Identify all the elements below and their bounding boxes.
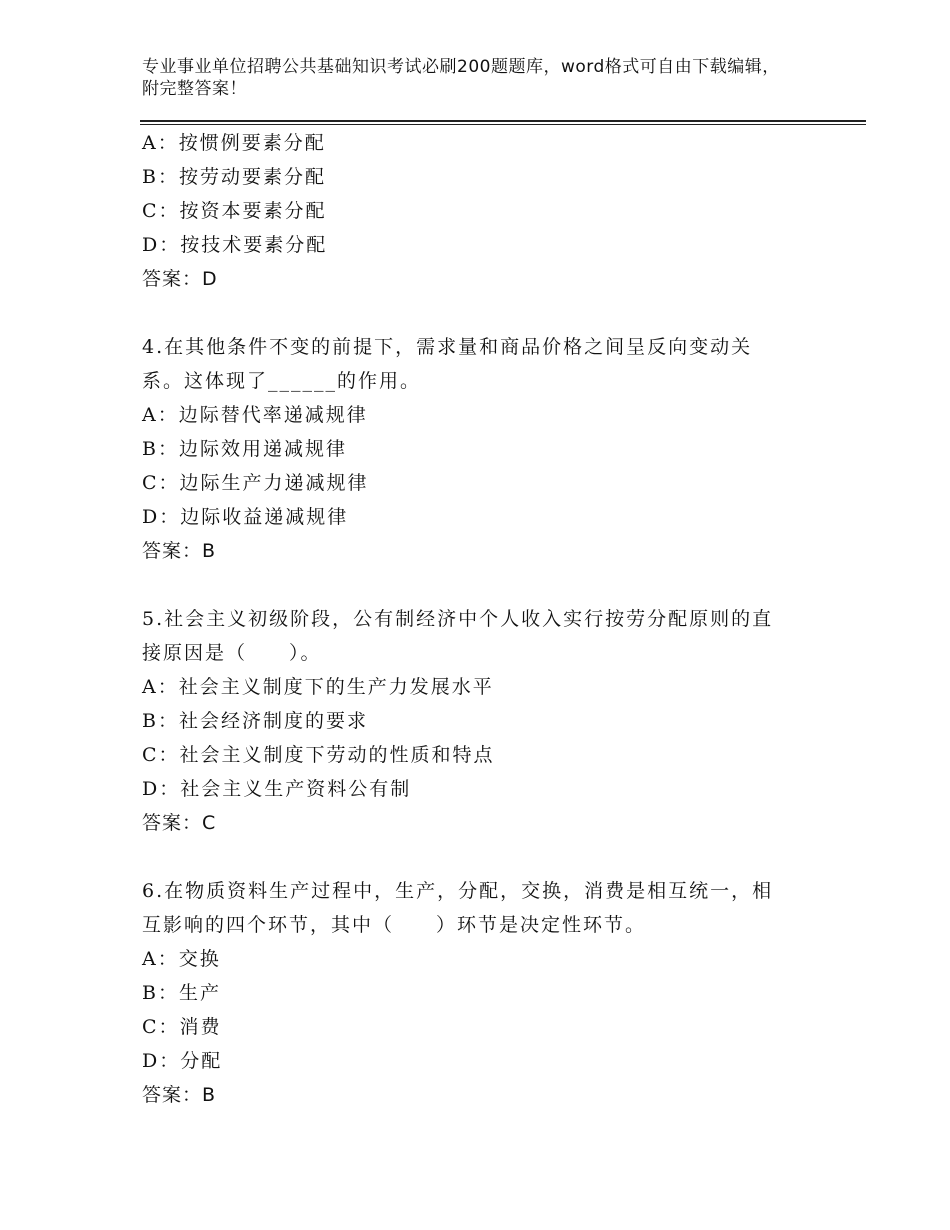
header-rule-thin [140, 124, 866, 125]
spacer [142, 296, 802, 330]
question-stem-continued: 互影响的四个环节，其中（ ）环节是决定性环节。 [142, 914, 647, 936]
question-stem: 4.在其他条件不变的前提下，需求量和商品价格之间呈反向变动关 [142, 336, 753, 358]
option-d: D：边际收益递减规律 [142, 506, 349, 528]
option-a: A：交换 [142, 948, 221, 970]
option-d: D：按技术要素分配 [142, 234, 328, 256]
question-block-5 [142, 602, 802, 840]
option-b: B：边际效用递减规律 [142, 438, 347, 460]
spacer [142, 840, 802, 874]
question-block-6 [142, 874, 802, 1112]
option-a: A：社会主义制度下的生产力发展水平 [142, 676, 494, 698]
answer-line: 答案：B [142, 1084, 217, 1106]
document-body [142, 126, 802, 1112]
question-block-4 [142, 330, 802, 568]
answer-line: 答案：D [142, 268, 218, 290]
answer-line: 答案：B [142, 540, 217, 562]
answer-line: 答案：C [142, 812, 217, 834]
question-stem: 5.社会主义初级阶段，公有制经济中个人收入实行按劳分配原则的直 [142, 608, 774, 630]
option-b: B：社会经济制度的要求 [142, 710, 368, 732]
option-a: A：按惯例要素分配 [142, 132, 326, 154]
question-stem-continued: 接原因是（ ）。 [142, 642, 322, 664]
option-b: B：生产 [142, 982, 221, 1004]
page-header: 专业事业单位招聘公共基础知识考试必刷200题题库，word格式可自由下载编辑，附完整答案！ [142, 57, 780, 99]
option-c: C：按资本要素分配 [142, 200, 327, 222]
question-stem: 6.在物质资料生产过程中，生产，分配，交换，消费是相互统一，相 [142, 880, 774, 902]
option-c: C：消费 [142, 1016, 222, 1038]
option-b: B：按劳动要素分配 [142, 166, 326, 188]
question-block-3 [142, 126, 802, 296]
option-d: D：社会主义生产资料公有制 [142, 778, 412, 800]
option-c: C：社会主义制度下劳动的性质和特点 [142, 744, 495, 766]
option-c: C：边际生产力递减规律 [142, 472, 369, 494]
option-d: D：分配 [142, 1050, 223, 1072]
spacer [142, 568, 802, 602]
option-a: A：边际替代率递减规律 [142, 404, 368, 426]
question-stem-continued: 系。这体现了______的作用。 [142, 370, 422, 392]
header-rule-thick [140, 120, 866, 122]
